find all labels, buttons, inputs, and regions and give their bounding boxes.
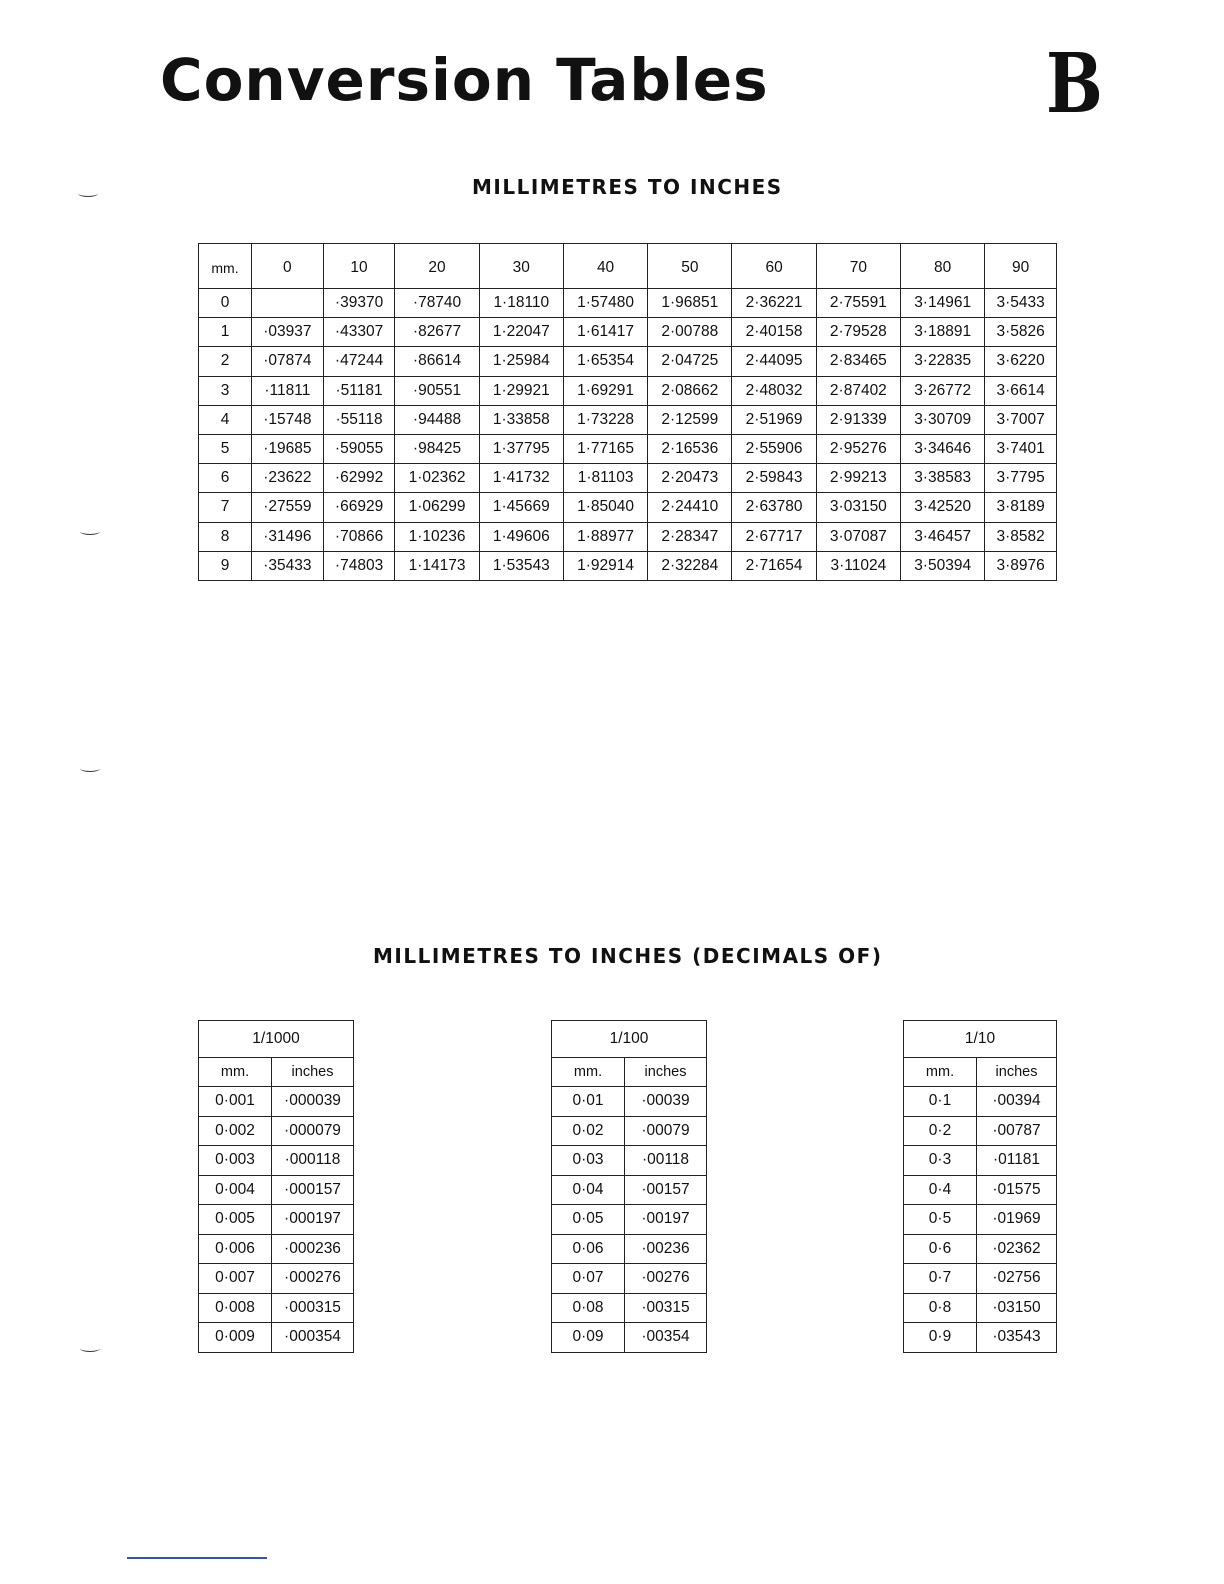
row-header-mm: 0 (199, 289, 252, 318)
table-cell: ·74803 (323, 551, 395, 580)
table-row (199, 289, 1057, 318)
table-cell: 2·28347 (648, 522, 732, 551)
table-row (199, 1234, 354, 1264)
inches-column-header: inches (977, 1058, 1057, 1087)
mm-column-header: mm. (199, 1058, 272, 1087)
table-cell: 2·40158 (732, 318, 816, 347)
table-row (199, 318, 1057, 347)
table-cell: 3·03150 (816, 493, 900, 522)
row-header-mm: 9 (199, 551, 252, 580)
mm-cell: 0·008 (199, 1293, 272, 1323)
table-row (199, 434, 1057, 463)
table-cell: 3·22835 (901, 347, 985, 376)
mm-cell: 0·03 (552, 1146, 625, 1176)
inches-cell: ·00197 (625, 1205, 707, 1235)
row-header-mm: 1 (199, 318, 252, 347)
table-row (199, 1264, 354, 1294)
table-cell: 3·8189 (985, 493, 1057, 522)
table-row (904, 1205, 1057, 1235)
decimal-table-hundredths (551, 1020, 707, 1353)
table-cell: ·62992 (323, 464, 395, 493)
table-cell: 1·92914 (563, 551, 647, 580)
page-title: Conversion Tables (160, 46, 769, 114)
inches-cell: ·00354 (625, 1323, 707, 1353)
inches-cell: ·02362 (977, 1234, 1057, 1264)
table-cell: 1·14173 (395, 551, 479, 580)
table-cell: ·39370 (323, 289, 395, 318)
table-cell: 2·71654 (732, 551, 816, 580)
table-cell: 2·36221 (732, 289, 816, 318)
column-header: 0 (252, 244, 324, 289)
mm-cell: 0·6 (904, 1234, 977, 1264)
table-cell: ·23622 (252, 464, 324, 493)
column-header: 30 (479, 244, 563, 289)
table-cell: ·51181 (323, 376, 395, 405)
table-row (552, 1175, 707, 1205)
inches-column-header: inches (625, 1058, 707, 1087)
row-header-mm: 4 (199, 405, 252, 434)
table-cell: 3·26772 (901, 376, 985, 405)
table-cell: ·15748 (252, 405, 324, 434)
table-cell: 3·11024 (816, 551, 900, 580)
mm-to-inches-body (199, 289, 1057, 581)
inches-column-header: inches (272, 1058, 354, 1087)
table-row (904, 1175, 1057, 1205)
column-header: 50 (648, 244, 732, 289)
mm-cell: 0·04 (552, 1175, 625, 1205)
inches-cell: ·000157 (272, 1175, 354, 1205)
table-row (552, 1323, 707, 1353)
table-cell: ·78740 (395, 289, 479, 318)
corner-label: mm. (199, 244, 252, 289)
table-cell: ·86614 (395, 347, 479, 376)
binder-hole-mark (80, 765, 100, 772)
table-cell: 3·50394 (901, 551, 985, 580)
table-cell: 1·10236 (395, 522, 479, 551)
section-letter: B (1046, 36, 1103, 132)
inches-cell: ·00276 (625, 1264, 707, 1294)
mm-cell: 0·5 (904, 1205, 977, 1235)
mm-cell: 0·009 (199, 1323, 272, 1353)
table-cell: 3·42520 (901, 493, 985, 522)
table-cell: 1·61417 (563, 318, 647, 347)
table-cell: 2·24410 (648, 493, 732, 522)
table-cell: 1·73228 (563, 405, 647, 434)
table-cell: ·11811 (252, 376, 324, 405)
table-cell: 2·20473 (648, 464, 732, 493)
table-row (199, 464, 1057, 493)
table-cell: 1·81103 (563, 464, 647, 493)
table-cell: 3·46457 (901, 522, 985, 551)
table-cell (252, 289, 324, 318)
mm-column-header: mm. (904, 1058, 977, 1087)
table-cell: 3·14961 (901, 289, 985, 318)
table-cell: 1·18110 (479, 289, 563, 318)
table-cell: 1·49606 (479, 522, 563, 551)
table-row (552, 1116, 707, 1146)
table-cell: 2·91339 (816, 405, 900, 434)
mm-cell: 0·007 (199, 1264, 272, 1294)
table-cell: 1·53543 (479, 551, 563, 580)
table-row (199, 522, 1057, 551)
binder-hole-mark (80, 528, 100, 535)
table-row (199, 1293, 354, 1323)
table-cell: 2·55906 (732, 434, 816, 463)
table-cell: ·66929 (323, 493, 395, 522)
inches-cell: ·00394 (977, 1087, 1057, 1117)
mm-cell: 0·9 (904, 1323, 977, 1353)
table-cell: 3·5826 (985, 318, 1057, 347)
table-cell: 1·65354 (563, 347, 647, 376)
mm-cell: 0·002 (199, 1116, 272, 1146)
table-cell: 1·77165 (563, 434, 647, 463)
mm-to-inches-header-row (199, 244, 1057, 289)
table-row (552, 1205, 707, 1235)
table-row (199, 1146, 354, 1176)
mm-cell: 0·003 (199, 1146, 272, 1176)
decimal-table-caption: 1/100 (552, 1021, 707, 1058)
inches-cell: ·03150 (977, 1293, 1057, 1323)
table-cell: 2·00788 (648, 318, 732, 347)
table-cell: 1·69291 (563, 376, 647, 405)
table-cell: 2·51969 (732, 405, 816, 434)
table-cell: ·31496 (252, 522, 324, 551)
inches-cell: ·00787 (977, 1116, 1057, 1146)
mm-cell: 0·02 (552, 1116, 625, 1146)
table-cell: ·90551 (395, 376, 479, 405)
table-cell: ·07874 (252, 347, 324, 376)
column-header: 10 (323, 244, 395, 289)
mm-to-inches-heading: MILLIMETRES TO INCHES (472, 175, 783, 199)
table-cell: 2·67717 (732, 522, 816, 551)
table-cell: 1·96851 (648, 289, 732, 318)
table-cell: 2·16536 (648, 434, 732, 463)
inches-cell: ·00079 (625, 1116, 707, 1146)
table-cell: 1·57480 (563, 289, 647, 318)
inches-cell: ·00315 (625, 1293, 707, 1323)
table-row (199, 1087, 354, 1117)
table-cell: ·94488 (395, 405, 479, 434)
table-row (199, 376, 1057, 405)
table-cell: 3·5433 (985, 289, 1057, 318)
table-row (199, 1323, 354, 1353)
mm-cell: 0·001 (199, 1087, 272, 1117)
mm-cell: 0·01 (552, 1087, 625, 1117)
row-header-mm: 6 (199, 464, 252, 493)
table-cell: 2·04725 (648, 347, 732, 376)
table-cell: 2·63780 (732, 493, 816, 522)
table-cell: 1·33858 (479, 405, 563, 434)
table-row (199, 405, 1057, 434)
table-cell: ·47244 (323, 347, 395, 376)
table-row (552, 1087, 707, 1117)
table-cell: 3·6614 (985, 376, 1057, 405)
table-cell: 2·87402 (816, 376, 900, 405)
mm-cell: 0·09 (552, 1323, 625, 1353)
table-cell: 2·59843 (732, 464, 816, 493)
mm-cell: 0·8 (904, 1293, 977, 1323)
table-row (199, 1175, 354, 1205)
column-header: 90 (985, 244, 1057, 289)
table-cell: ·43307 (323, 318, 395, 347)
table-cell: 1·29921 (479, 376, 563, 405)
table-cell: 1·45669 (479, 493, 563, 522)
mm-cell: 0·3 (904, 1146, 977, 1176)
table-row (904, 1264, 1057, 1294)
column-header: 40 (563, 244, 647, 289)
column-header: 60 (732, 244, 816, 289)
table-cell: 3·8582 (985, 522, 1057, 551)
table-cell: 1·25984 (479, 347, 563, 376)
table-row (199, 1116, 354, 1146)
inches-cell: ·00236 (625, 1234, 707, 1264)
table-row (199, 551, 1057, 580)
table-cell: 2·75591 (816, 289, 900, 318)
inches-cell: ·000315 (272, 1293, 354, 1323)
inches-cell: ·01575 (977, 1175, 1057, 1205)
mm-cell: 0·7 (904, 1264, 977, 1294)
table-cell: 1·06299 (395, 493, 479, 522)
inches-cell: ·000197 (272, 1205, 354, 1235)
decimal-table-thousandths (198, 1020, 354, 1353)
table-cell: 2·12599 (648, 405, 732, 434)
footer-rule (127, 1557, 267, 1559)
table-row (552, 1234, 707, 1264)
table-cell: ·59055 (323, 434, 395, 463)
table-cell: 3·7795 (985, 464, 1057, 493)
table-cell: 3·38583 (901, 464, 985, 493)
inches-cell: ·01969 (977, 1205, 1057, 1235)
table-cell: 3·6220 (985, 347, 1057, 376)
table-cell: 3·07087 (816, 522, 900, 551)
mm-cell: 0·05 (552, 1205, 625, 1235)
table-row (904, 1234, 1057, 1264)
table-cell: 3·18891 (901, 318, 985, 347)
table-cell: 3·7401 (985, 434, 1057, 463)
decimal-table-caption: 1/1000 (199, 1021, 354, 1058)
inches-cell: ·000079 (272, 1116, 354, 1146)
row-header-mm: 8 (199, 522, 252, 551)
table-cell: ·35433 (252, 551, 324, 580)
inches-cell: ·000276 (272, 1264, 354, 1294)
table-row (552, 1293, 707, 1323)
table-cell: 3·34646 (901, 434, 985, 463)
table-row (904, 1293, 1057, 1323)
row-header-mm: 2 (199, 347, 252, 376)
decimal-table-caption: 1/10 (904, 1021, 1057, 1058)
column-header: 20 (395, 244, 479, 289)
table-cell: ·03937 (252, 318, 324, 347)
table-cell: ·19685 (252, 434, 324, 463)
mm-to-inches-table (198, 243, 1057, 581)
row-header-mm: 7 (199, 493, 252, 522)
inches-cell: ·00039 (625, 1087, 707, 1117)
table-cell: ·70866 (323, 522, 395, 551)
table-row (552, 1264, 707, 1294)
table-cell: ·55118 (323, 405, 395, 434)
inches-cell: ·02756 (977, 1264, 1057, 1294)
table-row (904, 1087, 1057, 1117)
inches-cell: ·00157 (625, 1175, 707, 1205)
mm-cell: 0·07 (552, 1264, 625, 1294)
table-cell: ·82677 (395, 318, 479, 347)
row-header-mm: 3 (199, 376, 252, 405)
decimals-heading: MILLIMETRES TO INCHES (DECIMALS OF) (373, 944, 883, 968)
inches-cell: ·01181 (977, 1146, 1057, 1176)
mm-cell: 0·1 (904, 1087, 977, 1117)
table-row (199, 347, 1057, 376)
binder-hole-mark (78, 190, 98, 197)
table-row (904, 1116, 1057, 1146)
table-cell: 1·02362 (395, 464, 479, 493)
table-cell: 1·88977 (563, 522, 647, 551)
binder-hole-mark (80, 1345, 100, 1352)
mm-cell: 0·08 (552, 1293, 625, 1323)
inches-cell: ·00118 (625, 1146, 707, 1176)
table-cell: 1·37795 (479, 434, 563, 463)
mm-column-header: mm. (552, 1058, 625, 1087)
mm-cell: 0·004 (199, 1175, 272, 1205)
table-cell: ·27559 (252, 493, 324, 522)
column-header: 70 (816, 244, 900, 289)
table-cell: 1·41732 (479, 464, 563, 493)
mm-cell: 0·4 (904, 1175, 977, 1205)
mm-cell: 0·06 (552, 1234, 625, 1264)
table-row (904, 1146, 1057, 1176)
table-cell: 3·7007 (985, 405, 1057, 434)
inches-cell: ·000118 (272, 1146, 354, 1176)
column-header: 80 (901, 244, 985, 289)
row-header-mm: 5 (199, 434, 252, 463)
table-row (552, 1146, 707, 1176)
table-row (199, 493, 1057, 522)
inches-cell: ·000354 (272, 1323, 354, 1353)
table-cell: 2·32284 (648, 551, 732, 580)
table-cell: 2·83465 (816, 347, 900, 376)
table-cell: 2·48032 (732, 376, 816, 405)
table-cell: 1·22047 (479, 318, 563, 347)
inches-cell: ·03543 (977, 1323, 1057, 1353)
table-cell: 2·08662 (648, 376, 732, 405)
table-row (199, 1205, 354, 1235)
table-cell: 2·99213 (816, 464, 900, 493)
table-cell: 1·85040 (563, 493, 647, 522)
decimal-table-tenths (903, 1020, 1057, 1353)
inches-cell: ·000236 (272, 1234, 354, 1264)
table-cell: 2·79528 (816, 318, 900, 347)
mm-cell: 0·005 (199, 1205, 272, 1235)
mm-cell: 0·2 (904, 1116, 977, 1146)
table-cell: ·98425 (395, 434, 479, 463)
table-cell: 2·95276 (816, 434, 900, 463)
inches-cell: ·000039 (272, 1087, 354, 1117)
mm-cell: 0·006 (199, 1234, 272, 1264)
table-cell: 3·30709 (901, 405, 985, 434)
table-cell: 3·8976 (985, 551, 1057, 580)
table-cell: 2·44095 (732, 347, 816, 376)
table-row (904, 1323, 1057, 1353)
